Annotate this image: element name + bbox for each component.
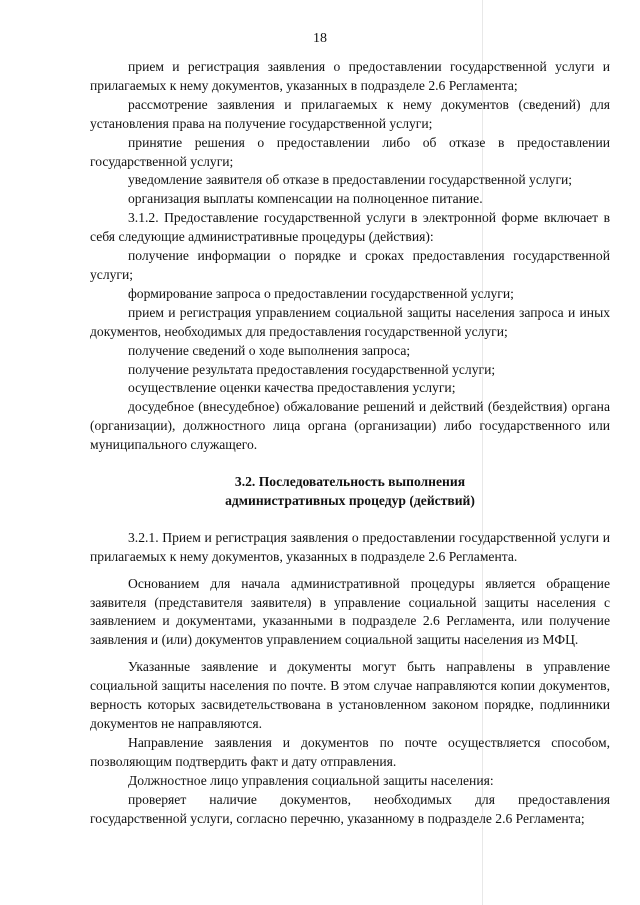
- spacer: [90, 511, 610, 529]
- spacer: [90, 567, 610, 575]
- paragraph: 3.1.2. Предоставление государственной услуги в электронной форме включает в себя следующие административные процедуры (действия):: [90, 210, 610, 245]
- page-number: 18: [313, 31, 327, 46]
- paragraph: организация выплаты компенсации на полноценное питание.: [128, 191, 483, 207]
- paragraph: получение результата предоставления государственной услуги;: [128, 361, 496, 377]
- paragraph: формирование запроса о предоставлении государственной услуги;: [128, 285, 514, 301]
- paragraph: прием и регистрация управлением социальной защиты населения запроса и иных документов, необходимых для предоставления государственной услуги;: [90, 304, 610, 339]
- paragraph: осуществление оценки качества предоставления услуги;: [128, 380, 456, 396]
- paragraph: проверяет наличие документов, необходимых для предоставления государственной услуги, согласно перечню, указанному в подразделе 2.6 Регламента;: [90, 791, 610, 826]
- paragraph: принятие решения о предоставлении либо об отказе в предоставлении государственной услуги;: [90, 134, 610, 169]
- page-body: [90, 58, 610, 828]
- paragraph: рассмотрение заявления и прилагаемых к нему документов (сведений) для установления права на получение государственной услуги;: [90, 96, 610, 131]
- paragraph: Должностное лицо управления социальной защиты населения:: [128, 772, 494, 788]
- spacer: [90, 650, 610, 658]
- paragraph: Основанием для начала административной процедуры является обращение заявителя (представителя заявителя) в управление социальной защиты населения с заявлением и документами, указанными в подразделе 2.6 Регламента, или получение заявления и (или) документов управлением социальной защиты населения из МФЦ.: [90, 575, 610, 648]
- paragraph: 3.2.1. Прием и регистрация заявления о предоставлении государственной услуги и прилагаемых к нему документов, указанных в подразделе 2.6 Регламента.: [90, 529, 610, 564]
- paragraph: Указанные заявление и документы могут быть направлены в управление социальной защиты населения по почте. В этом случае направляются копии документов, верность которых засвидетельствована в установленном законом порядке, подлинники документов не направляются.: [90, 659, 610, 731]
- paragraph: прием и регистрация заявления о предоставлении государственной услуги и прилагаемых к нему документов, указанных в подразделе 2.6 Регламента;: [90, 59, 610, 93]
- paragraph: Направление заявления и документов по почте осуществляется способом, позволяющим подтвердить факт и дату отправления.: [90, 734, 610, 769]
- paragraph: получение информации о порядке и сроках предоставления государственной услуги;: [90, 248, 610, 282]
- section-heading-line2: административных процедур (действий): [225, 492, 475, 508]
- paragraph: уведомление заявителя об отказе в предоставлении государственной услуги;: [128, 172, 573, 188]
- paragraph: получение сведений о ходе выполнения запроса;: [128, 342, 411, 358]
- spacer: [90, 455, 610, 473]
- paragraph: досудебное (внесудебное) обжалование решений и действий (бездействия) органа (организации), должностного лица органа (организации) либо государственного или муниципального служащего.: [90, 399, 610, 453]
- section-heading-line1: 3.2. Последовательность выполнения: [234, 474, 466, 490]
